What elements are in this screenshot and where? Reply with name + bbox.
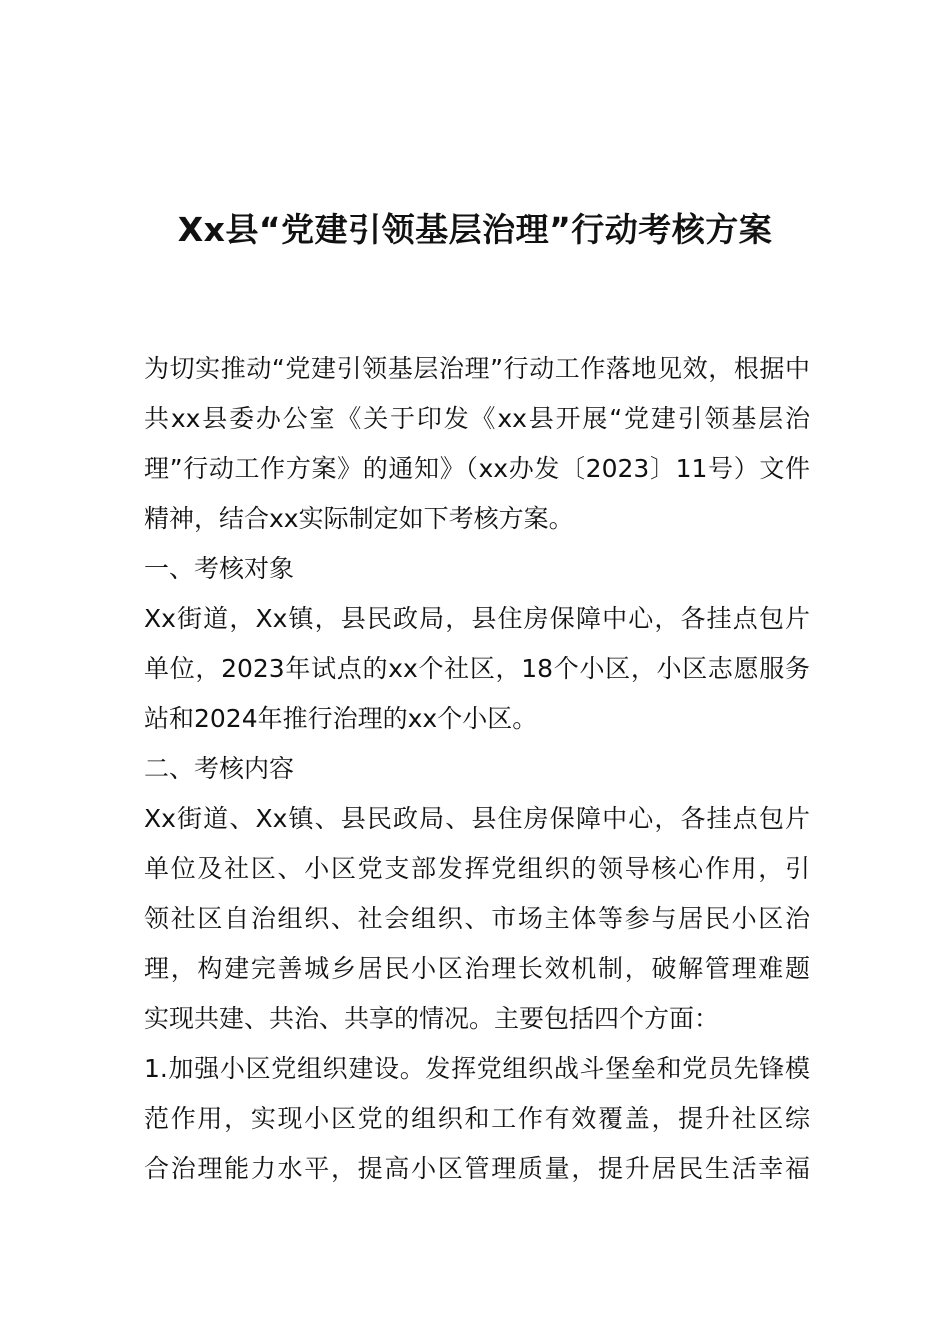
section-heading: 二、考核内容 bbox=[144, 754, 295, 783]
body-line: Xx街道、Xx镇、县民政局、县住房保障中心，各挂点包片 bbox=[144, 804, 810, 833]
body-line: 单位及社区、小区党支部发挥党组织的领导核心作用，引 bbox=[144, 854, 810, 883]
section-heading: 一、考核对象 bbox=[144, 554, 295, 583]
body-line: Xx街道，Xx镇，县民政局，县住房保障中心，各挂点包片 bbox=[144, 604, 810, 633]
body-line: 实现共建、共治、共享的情况。主要包括四个方面： bbox=[144, 1004, 720, 1033]
body-line: 合治理能力水平，提高小区管理质量，提升居民生活幸福 bbox=[144, 1154, 810, 1183]
body-line: 站和2024年推行治理的xx个小区。 bbox=[144, 704, 538, 733]
body-line: 单位，2023年试点的xx个社区，18个小区，小区志愿服务 bbox=[144, 654, 810, 683]
body-line: 领社区自治组织、社会组织、市场主体等参与居民小区治 bbox=[144, 904, 810, 933]
body-line: 共xx县委办公室《关于印发《xx县开展“党建引领基层治 bbox=[144, 404, 810, 433]
body-line: 范作用，实现小区党的组织和工作有效覆盖，提升社区综 bbox=[144, 1104, 810, 1133]
body-line: 精神，结合xx实际制定如下考核方案。 bbox=[144, 504, 574, 533]
body-line: 理”行动工作方案》的通知》（xx办发〔2023〕11号）文件 bbox=[144, 454, 810, 483]
body-line: 为切实推动“党建引领基层治理”行动工作落地见效，根据中 bbox=[144, 354, 810, 383]
body-line: 理，构建完善城乡居民小区治理长效机制，破解管理难题 bbox=[144, 954, 810, 983]
document-body bbox=[144, 344, 810, 1194]
document-title: Xx县“党建引领基层治理”行动考核方案 bbox=[177, 210, 773, 249]
body-line: 1.加强小区党组织建设。发挥党组织战斗堡垒和党员先锋模 bbox=[144, 1054, 810, 1083]
